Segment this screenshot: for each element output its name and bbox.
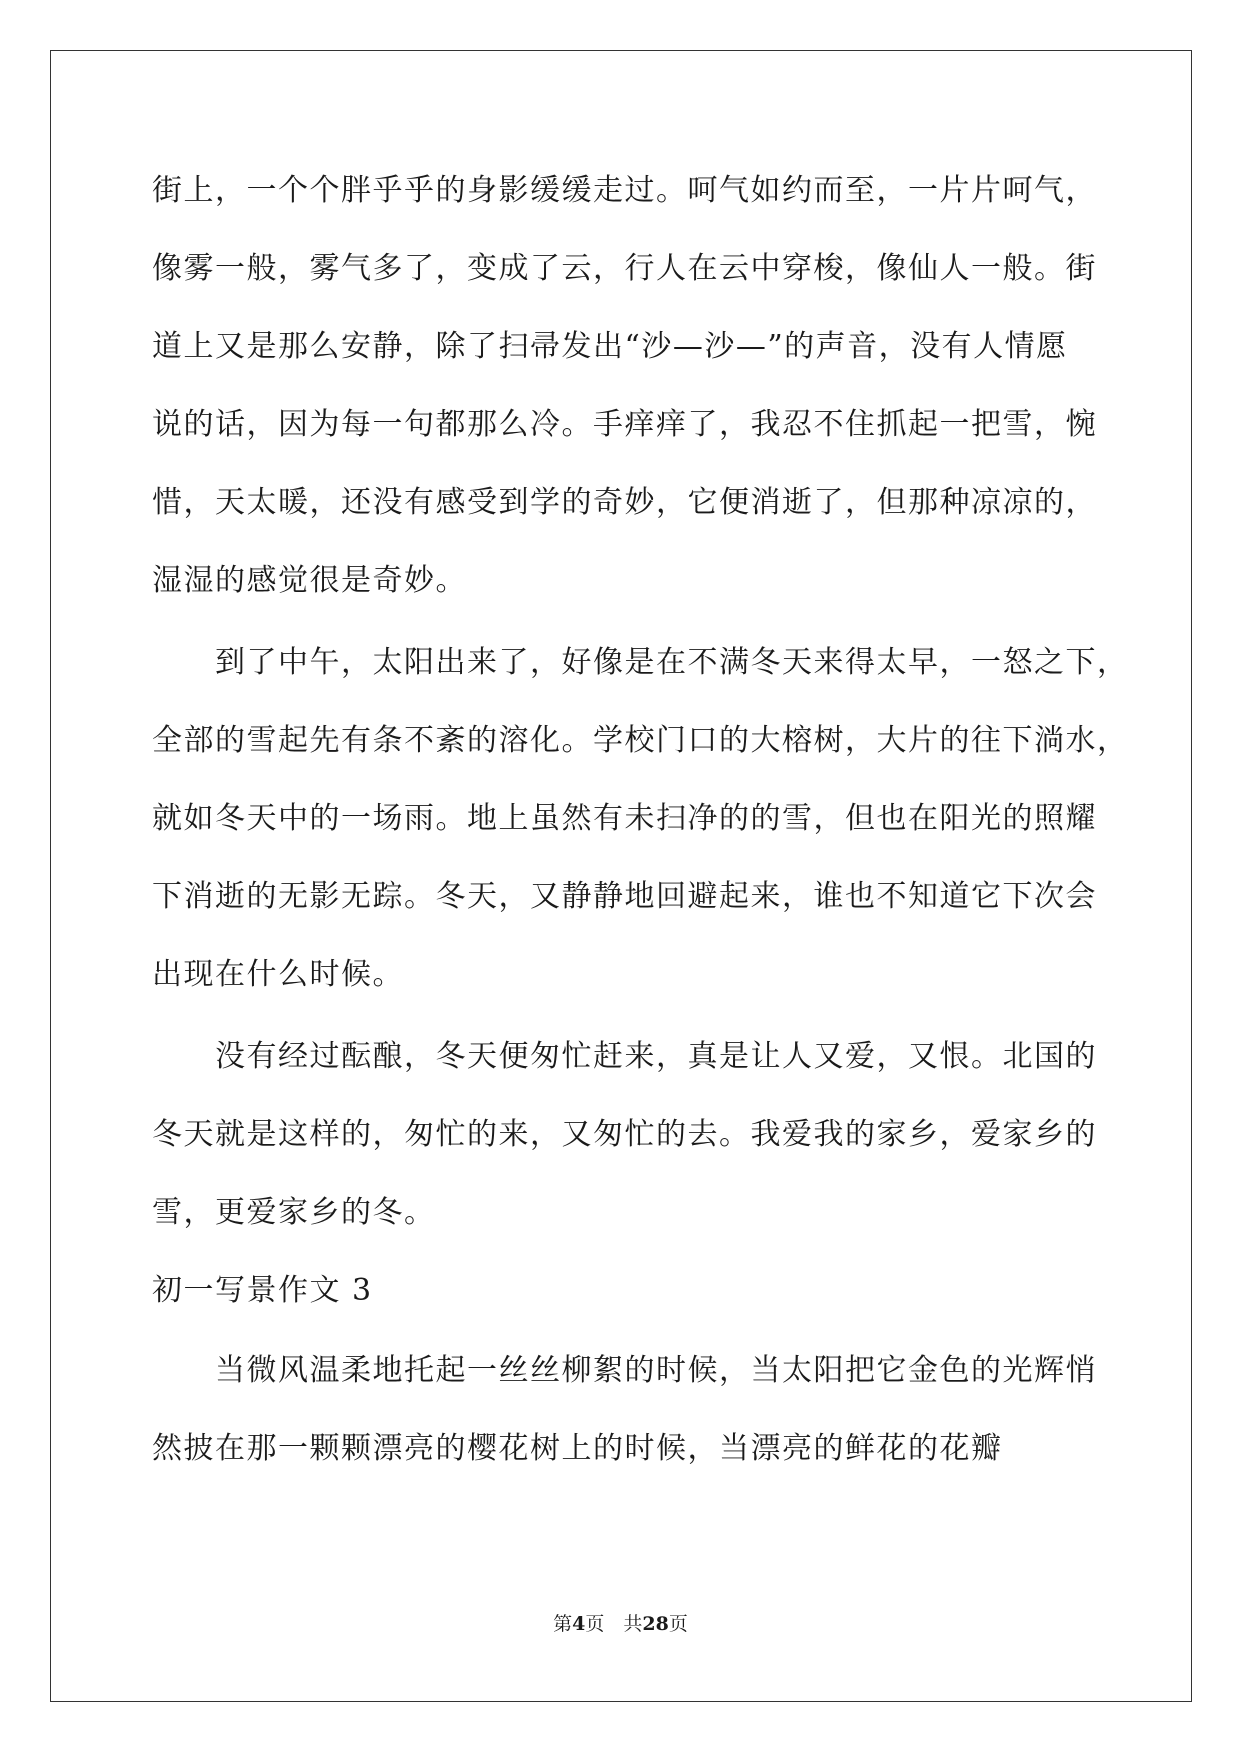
text-line: 雪，更爱家乡的冬。 [152, 1195, 436, 1230]
text-line: 当微风温柔地托起一丝丝柳絮的时候，当太阳把它金色的光辉悄 [152, 1353, 1097, 1388]
text-line: 惜，天太暖，还没有感受到学的奇妙，它便消逝了，但那种凉凉的， [152, 485, 1097, 520]
text-line: 出现在什么时候。 [152, 957, 404, 992]
text-line: 湿湿的感觉很是奇妙。 [152, 563, 467, 598]
text-line: 道上又是那么安静，除了扫帚发出“沙—沙—”的声音，没有人情愿 [152, 329, 1068, 364]
text-line: 像雾一般，雾气多了，变成了云，行人在云中穿梭，像仙人一般。街 [152, 251, 1097, 286]
text-line: 没有经过酝酿，冬天便匆忙赶来，真是让人又爱，又恨。北国的 [152, 1039, 1097, 1074]
text-line: 到了中午，太阳出来了，好像是在不满冬天来得太早，一怒之下， [152, 645, 1129, 680]
text-line: 下消逝的无影无踪。冬天，又静静地回避起来，谁也不知道它下次会 [152, 879, 1097, 914]
footer-mid: 页 共 [585, 1613, 643, 1635]
footer-prefix: 第 [553, 1613, 573, 1635]
text-line: 全部的雪起先有条不紊的溶化。学校门口的大榕树，大片的往下淌水， [152, 723, 1129, 758]
total-pages: 28 [642, 1613, 669, 1635]
footer-suffix: 页 [668, 1613, 688, 1635]
section-heading: 初一写景作文 3 [152, 1273, 373, 1308]
page-number: 4 [572, 1613, 586, 1635]
text-line: 冬天就是这样的，匆忙的来，又匆忙的去。我爱我的家乡，爱家乡的 [152, 1117, 1097, 1152]
text-line: 街上，一个个胖乎乎的身影缓缓走过。呵气如约而至，一片片呵气， [152, 173, 1097, 208]
page-footer [0, 1612, 1241, 1636]
text-line: 然披在那一颗颗漂亮的樱花树上的时候，当漂亮的鲜花的花瓣 [152, 1431, 1003, 1466]
text-line: 就如冬天中的一场雨。地上虽然有未扫净的的雪，但也在阳光的照耀 [152, 801, 1097, 836]
text-line: 说的话，因为每一句都那么冷。手痒痒了，我忍不住抓起一把雪，惋 [152, 407, 1097, 442]
